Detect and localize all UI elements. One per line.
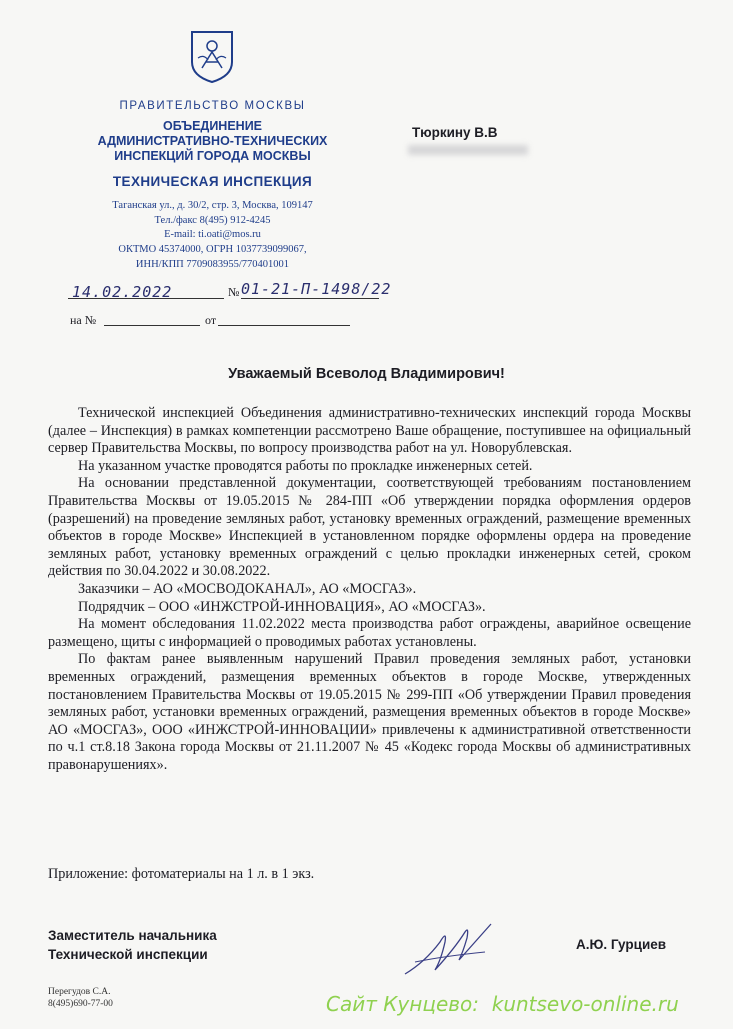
letter-date: 14.02.2022 bbox=[72, 283, 173, 301]
number-underline bbox=[241, 298, 379, 299]
body-paragraph: На указанном участке проводятся работы по прокладке инженерных сетей. bbox=[78, 457, 533, 474]
letter-number: 01-21-П-1498/22 bbox=[241, 280, 392, 298]
moscow-coat-of-arms-icon bbox=[188, 28, 236, 84]
reply-to-number-label: на № bbox=[70, 313, 97, 327]
address: Таганская ул., д. 30/2, стр. 3, Москва, 109147 bbox=[112, 200, 313, 211]
salutation: Уважаемый Всеволод Владимирович! bbox=[228, 366, 505, 382]
attachment-note: Приложение: фотоматериалы на 1 л. в 1 экз. bbox=[48, 866, 315, 882]
recipient-name: Тюркину В.В bbox=[412, 125, 498, 140]
phone-fax: Тел./факс 8(495) 912-4245 bbox=[154, 214, 271, 226]
executor-info bbox=[48, 986, 113, 1010]
email: E-mail: ti.oati@mos.ru bbox=[164, 229, 261, 241]
position-line: Технической инспекции bbox=[48, 947, 208, 962]
executor-phone: 8(495)690-77-00 bbox=[48, 999, 113, 1009]
department-name: ТЕХНИЧЕСКАЯ ИНСПЕКЦИЯ bbox=[112, 174, 313, 189]
contact-block bbox=[40, 199, 385, 273]
redacted-address bbox=[408, 145, 528, 155]
organization-line: ИНСПЕКЦИЙ ГОРОДА МОСКВЫ bbox=[114, 149, 311, 163]
position-line: Заместитель начальника bbox=[48, 928, 217, 943]
body-paragraph: На основании представленной документации, соответствующей требованиям постановлением Правительства Москвы от 19.05.2015 № 284-ПП «Об утверждении порядка оформления ордеров (разрешений) на проведение земляных работ, установку временных ограждений, размещение временных объектов в городе Москве» Инспекцией в установленном порядке оформлены ордера на проведение земляных работ, установку временных ограждений с целью прокладки инженерных сетей, сроком действия по 30.04.2022 и 30.08.2022. bbox=[48, 475, 691, 580]
date-underline bbox=[68, 298, 224, 299]
signer-name: А.Ю. Гурциев bbox=[576, 937, 667, 952]
registration-codes: ОКТМО 45374000, ОГРН 1037739099067, bbox=[118, 244, 307, 256]
body-paragraph: На момент обследования 11.02.2022 места производства работ ограждены, аварийное освещение размещено, щиты с информацией о проводимых работах установлены. bbox=[48, 616, 691, 650]
signer-position bbox=[48, 926, 217, 964]
organization-line: ОБЪЕДИНЕНИЕ bbox=[162, 119, 263, 133]
executor-name: Перегудов С.А. bbox=[48, 987, 111, 997]
reply-number-underline bbox=[104, 325, 200, 326]
site-watermark: Сайт Кунцево: kuntsevo-online.ru bbox=[326, 992, 679, 1016]
government-name: ПРАВИТЕЛЬСТВО МОСКВЫ bbox=[119, 100, 306, 112]
handwritten-signature bbox=[395, 912, 505, 982]
organization-name bbox=[40, 119, 385, 164]
body-paragraph: Подрядчик – ООО «ИНЖСТРОЙ-ИННОВАЦИЯ», АО «МОСГАЗ». bbox=[78, 598, 486, 615]
body-paragraph: Заказчики – АО «МОСВОДОКАНАЛ», АО «МОСГАЗ». bbox=[78, 580, 417, 597]
organization-line: АДМИНИСТРАТИВНО-ТЕХНИЧЕСКИХ bbox=[97, 134, 328, 148]
reply-date-underline bbox=[218, 325, 350, 326]
letter-body bbox=[48, 405, 691, 774]
tax-ids: ИНН/КПП 7709083955/770401001 bbox=[135, 258, 290, 270]
number-label: № bbox=[228, 285, 240, 299]
body-paragraph: Технической инспекцией Объединения административно-технических инспекций города Москвы (далее – Инспекция) в рамках компетенции рассмотрено Ваше обращение, поступившее на официальный сервер Правительства Москвы, по вопросу производства работ на ул. Новорублевская. bbox=[48, 405, 691, 457]
reply-from-label: от bbox=[205, 313, 217, 327]
body-paragraph: По фактам ранее выявленным нарушений Правил проведения земляных работ, установки временных ограждений, размещения временных объектов в городе Москве, утвержденных постановлением Правительства Москвы от 19.05.2015 № 299-ПП «Об утверждении Правил проведения земляных работ, установки временных ограждений, размещения временных объектов в городе Москве» АО «МОСГАЗ», ООО «ИНЖСТРОЙ-ИННОВАЦИИ» привлечены к административной ответственности по ч.1 ст.8.18 Закона города Москвы от 21.11.2007 № 45 «Кодекс города Москвы об административных правонарушениях». bbox=[48, 651, 691, 773]
